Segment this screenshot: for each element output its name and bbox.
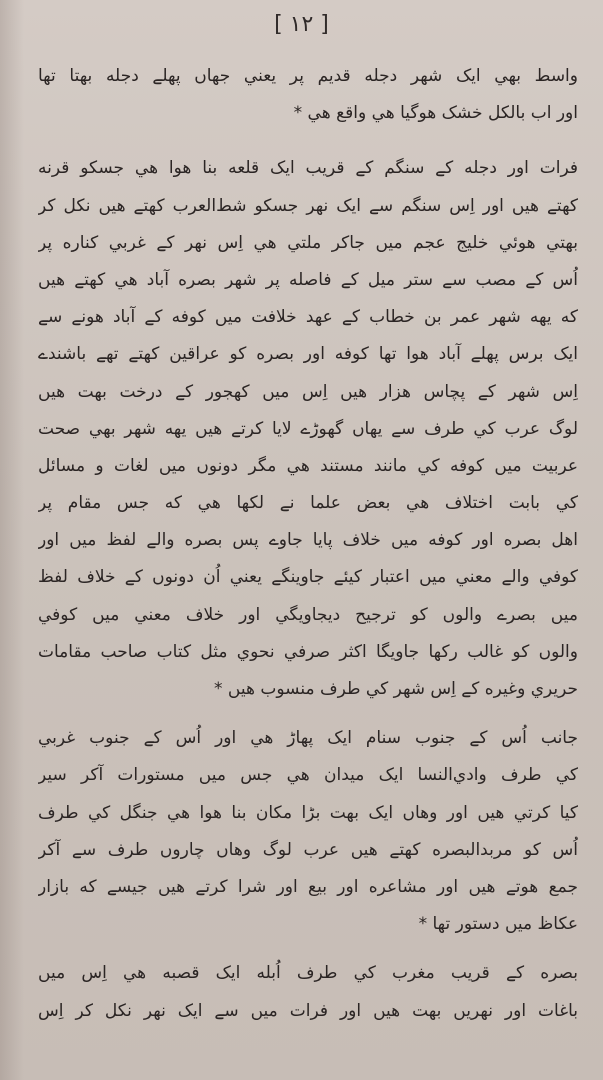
paragraph-gap — [38, 943, 578, 955]
text-line: جانب اُس کے جنوب سنام ايک پهاڑ هي اور اُس کے جنوب غربي — [38, 728, 578, 749]
text-line: ميں بصرے والوں کو ترجيح ديجاويگي اور خلاف معني ميں کوفي — [38, 604, 578, 625]
text-line: عربيت ميں کوفه کي مانند مستند هي مگر دونوں ميں لغات و مسائل — [38, 455, 578, 476]
paragraph-gap — [38, 708, 578, 720]
text-line: والوں کو غالب رکها جاويگا اکثر صرفي نحوي مثل کتاب صاحب مقامات — [38, 641, 578, 662]
text-line: واسط بھي ايک شهر دجله قديم پر يعني جهاں پهلے دجله بهتا تها — [38, 66, 578, 86]
text-line: کيا کرتي هيں اور وهاں ايک بهت بڑا مکان بنا هوا هي جنگل کي طرف — [38, 802, 578, 823]
text-line: کي بابت اختلاف هي بعض علما نے لکها هي که جس مقام پر — [38, 493, 578, 514]
text-line: ايک برس پهلے آباد هوا تها کوفه اور بصره کو عراقين کهتے تهے باشندے — [38, 344, 578, 365]
text-line: حريري وغيره کے اِس شهر کي طرف منسوب هيں * — [214, 679, 578, 699]
text-line: فرات اور دجله کے سنگم کے قريب ايک قلعه بنا هوا هي جسکو قرنه — [38, 158, 578, 179]
paragraph-gap — [38, 132, 578, 150]
text-line: اِس شهر کے پچاس هزار هيں اِس ميں کهجور کے درخت بهت هيں — [38, 381, 578, 402]
text-line: بصره کے قريب مغرب کي طرف اُبله ايک قصبه هي اِس ميں — [38, 963, 578, 984]
text-line: اُس کو مربدالبصره کهتے هيں عرب لوگ وهاں چاروں طرف سے آکر — [38, 839, 578, 860]
page-number: [ ۱۲ ] — [274, 12, 329, 37]
paragraph-2 — [38, 150, 578, 708]
text-line: اهل بصره اور کوفه ميں خلاف پايا جاوے پس بصره والے لفظ ميں اور — [38, 530, 578, 551]
text-line: باغات اور نهريں بهت هيں اور فرات ميں سے ايک نهر نکل کر اِس — [38, 1000, 578, 1021]
text-line: کي طرف وادي‌النسا ايک ميدان هي جس ميں مستورات آکر سير — [38, 765, 578, 786]
text-line: کهتے هيں اور اِس سنگم سے ايک نهر جسکو شط‌العرب کهتے هيں نکل کر — [38, 195, 578, 216]
paragraph-3 — [38, 720, 578, 943]
text-line: اُس کے مصب سے ستر ميل کے فاصله پر شهر بصره آباد هي کهتے هيں — [38, 269, 578, 290]
text-line: جمع هوتے هيں اور مشاعره اور بيع اور شرا کرتے هيں جيسے که بازار — [38, 876, 578, 897]
text-line: کوفي والے معني ميں اعتبار کيئے جاوينگے يعني اُن دونوں کے خلاف لفظ — [38, 567, 578, 588]
page-fold-shadow — [0, 0, 24, 1080]
paragraph-4 — [38, 955, 578, 1029]
text-line: لوگ عرب کي طرف سے يهاں گهوڑے لايا کرتے هيں يهه شهر بهي صحت — [38, 418, 578, 439]
text-line: اور اب بالکل خشک هوگيا هي واقع هي * — [293, 103, 578, 124]
page-body — [38, 58, 578, 1030]
text-line: که يهه شهر عمر بن خطاب کے عهد خلافت ميں کوفه کے آباد هونے سے — [38, 307, 578, 328]
text-line: بهتي هوئي خليج عجم ميں جاکر ملتي هي اِس نهر کے غربي کناره پر — [38, 232, 578, 253]
text-line: عکاظ ميں دستور تها * — [418, 914, 578, 935]
paragraph-1 — [38, 58, 578, 132]
